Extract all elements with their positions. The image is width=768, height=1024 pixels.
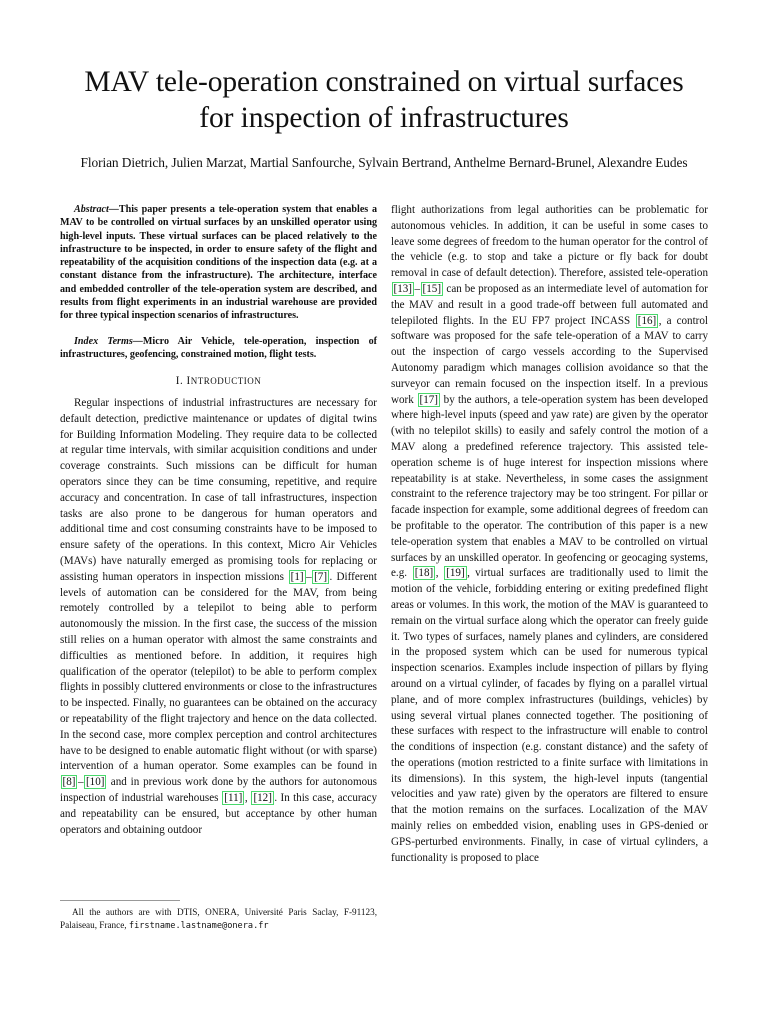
index-terms [60,335,377,362]
section-heading-introduction [60,374,377,390]
citation-link[interactable]: [7] [314,570,328,583]
citation-link[interactable]: [13] [393,282,412,295]
section-title-rest: NTRODUCTION [190,376,262,387]
citation-dash: – [414,282,421,295]
author-email: firstname.lastname@onera.fr [128,920,269,931]
body-text: can be proposed as an intermediate level of automation for the MAV and result in a good trade-off between full automated and telepiloted flights. In the EU FP7 project INCASS [391,282,708,327]
citation-link[interactable]: [19] [446,567,465,580]
left-column [60,203,377,838]
footnote-rule [60,900,180,901]
index-terms-label: Index Terms— [74,335,143,347]
body-text: flight authorizations from legal authorities can be problematic for autonomous vehicles. In addition, it can be useful in some cases to leave some degrees of freedom to the human operator for the control of the vehicle (e.g. to stop and take a picture or fly back for doubt removal in case of default detection). Therefore, assisted tele-operation [391,204,708,280]
citation-link[interactable]: [11] [224,791,243,804]
body-text: , a control software was proposed for the safe tele-operation of a MAV to carry out the inspection of cargo vessels according to the Supervised Autonomy paradigm which manages collision avoidance so that the surveyor can remain focused on the inspection itself. In a previous work [391,314,708,406]
citation-separator: , [435,567,444,580]
intro-text: . Different levels of automation can be considered for the MAV, from being remotely controlled by a telepilot to being able to perform autonomously the mission. In the first case, the success of the mission still relies on a human operator with almost the same constraints and difficulties as mentioned before. In addition, it requires high qualification of the operator (telepilot) to be able to perform complex flights in possibly cluttered environments or close to the infrastructures to be inspected. Finally, no guarantees can be obtained on the accuracy or repeatability of the flight trajectory and hence on the data collected. In the second case, more complex perception and control architectures have to be designed to enable automatic flight without (or with sparse) intervention of a human operator. Some examples can be found in [60,570,377,773]
citation-link[interactable]: [12] [253,791,272,804]
citation-link[interactable]: [1] [290,570,304,583]
right-column [391,203,708,866]
footnote-text: All the authors are with DTIS, ONERA, Université Paris Saclay, F-91123, Palaiseau, France, [60,907,377,930]
body-text: by the authors, a tele-operation system has been developed where high-level inputs (speed and yaw rate) are given by the operator (with no telepilot skills) to easily and safely control the motion of a MAV along a predefined reference trajectory. This assisted tele-operation scheme is of huge interest for inspection missions where repeatability is at stake. Nevertheless, in some cases the assignment constraint to the reference trajectory may be too stringent. For pillar or facade inspection for example, some additional degrees of freedom can be profitable to the operator. The contribution of this paper is a new tele-operation system that enables a MAV to be controlled on virtual surfaces by an unskilled operator. In geofencing or geocaging systems, e.g. [391,393,708,580]
citation-link[interactable]: [10] [85,776,105,789]
intro-paragraph [60,396,377,838]
citation-dash: – [77,776,84,789]
abstract-label: Abstract— [74,204,119,215]
title-line-2: for inspection of infrastructures [199,102,569,134]
citation-link[interactable]: [15] [422,282,442,295]
citation-dash: – [306,570,312,583]
citation-separator: , [244,791,251,804]
intro-text: . In this case, accuracy and repeatability can be ensured, but acceptance by other human operators and obtaining outdoor [60,791,377,836]
intro-text: Regular inspections of industrial infrastructures are necessary for default detection, predictive maintenance or updates of digital twins for Building Information Modeling. They require data to be collected at regular time intervals, with similar acquisition conditions and under coverage constraints. Such missions can be difficult for human operators since they can be time consuming, repetitive, and require accuracy and concentration. In case of tall infrastructures, inspection tasks are also prone to be dangerous for human operators and additional time and cost consuming constraints have to be imposed to ensure safety of the operations. In this context, Micro Air Vehicles (MAVs) have naturally emerged as promising tools for replacing or assisting human operators in inspection missions [60,397,377,583]
paper-title [20,64,748,136]
title-line-1: MAV tele-operation constrained on virtual surfaces [84,66,684,98]
intro-text: and in previous work done by the authors for autonomous inspection of industrial warehouses [60,776,377,804]
body-paragraph [391,203,708,866]
body-text: , virtual surfaces are traditionally used to limit the motion of the vehicle, forbidding entering or exiting predefined flight areas or volumes. In this work, the motion of the MAV is guaranteed to remain on the virtual surface along which the operator can freely guide it. Two types of surfaces, namely planes and cylinders, are considered in the proposed system which can be used for numerous typical inspection scenarios. Examples include inspection of pillars by flying around on a virtual cylinder, of facades by flying on a parallel virtual plane, and of more complex infrastructures (buildings, vehicles) by using several virtual planes connected together. The positioning of these surfaces with respect to the infrastructure will enable to control the conditions of inspection (e.g. constant distance) and the safety of the operations (motion restricted to a finite surface with limitations in its dimensions). In this system, the high-level inputs (tangential velocities and yaw rate) given by the operators are filtered to ensure that the motion remains on the surfaces. Localization of the MAV mainly relies on embedded vision, enabling uses in GPS-denied or GPS-perturbed environments. Finally, in case of virtual cylinders, a functionality is proposed to place [391,567,708,864]
abstract [60,203,377,323]
author-list: Florian Dietrich, Julien Marzat, Martial Sanfourche, Sylvain Bertrand, Anthelme Bernard-Brunel, Alexandre Eudes [80,155,688,170]
citation-link[interactable]: [17] [419,393,438,406]
abstract-text: This paper presents a tele-operation system that enables a MAV to be controlled on virtual surfaces by an unskilled operator using high-level inputs. These virtual surfaces can be placed relatively to the infrastructure to be inspected, in order to ensure safety of the flight and repeatability of the acquisition conditions of the inspection data (e.g. at a constant distance from the infrastructure). The architecture, interface and embedded controller of the tele-operation system are described, and results from flight experiments in an industrial warehouse are provided for three typical inspection scenarios of infrastructures. [60,204,377,322]
section-initial: I [186,375,191,388]
citation-link[interactable]: [8] [62,776,76,789]
footnote [60,906,377,932]
citation-link[interactable]: [16] [637,314,657,327]
index-terms-text: Micro Air Vehicle, tele-operation, inspection of infrastructures, geofencing, constrained motion, flight tests. [60,335,377,360]
citation-link[interactable]: [18] [414,567,434,580]
section-numeral: I. [175,375,187,388]
